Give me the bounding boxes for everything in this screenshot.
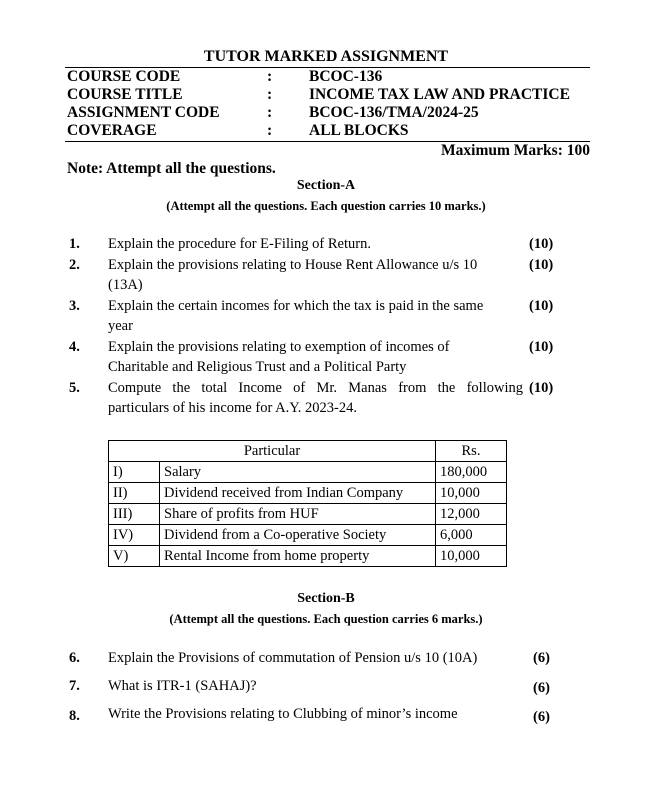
- row-amount: 12,000: [436, 504, 507, 525]
- meta-label: COURSE CODE: [67, 68, 181, 85]
- question-text: [108, 255, 528, 295]
- row-index: III): [109, 504, 160, 525]
- question-text: Write the Provisions relating to Clubbing of minor’s income: [108, 706, 458, 722]
- row-particular: Dividend received from Indian Company: [160, 483, 436, 504]
- meta-value: BCOC-136/TMA/2024-25: [309, 104, 479, 121]
- row-amount: 6,000: [436, 525, 507, 546]
- meta-separator: :: [267, 104, 273, 121]
- question-line: (13A): [108, 277, 143, 293]
- meta-label: ASSIGNMENT CODE: [67, 104, 220, 121]
- meta-value: ALL BLOCKS: [309, 122, 409, 139]
- question-line: Explain the provisions relating to House Rent Allowance u/s 10: [108, 257, 478, 273]
- question-marks: (10): [529, 236, 554, 252]
- row-index: V): [109, 546, 160, 567]
- question-marks: (10): [529, 257, 554, 273]
- question-marks: (10): [529, 339, 554, 355]
- question-marks: (6): [533, 709, 550, 725]
- header-particular: Particular: [109, 441, 436, 462]
- meta-row-coverage: [67, 122, 590, 140]
- question-text: Explain the Provisions of commutation of Pension u/s 10 (10A): [108, 650, 478, 666]
- meta-value: INCOME TAX LAW AND PRACTICE: [309, 86, 570, 103]
- assignment-title: TUTOR MARKED ASSIGNMENT: [203, 48, 449, 65]
- header-amount: Rs.: [436, 441, 507, 462]
- question-number: 3.: [69, 298, 80, 314]
- meta-separator: :: [267, 68, 273, 85]
- maximum-marks: Maximum Marks: 100: [441, 142, 590, 159]
- question-marks: (10): [529, 380, 554, 396]
- question-number: 1.: [69, 236, 80, 252]
- row-particular: Share of profits from HUF: [160, 504, 436, 525]
- question-text: [108, 296, 528, 336]
- question-line: Explain the certain incomes for which the tax is paid in the same: [108, 298, 484, 314]
- question-number: 8.: [69, 708, 80, 724]
- meta-label: COVERAGE: [67, 122, 157, 139]
- question-marks: (10): [529, 298, 554, 314]
- question-line: Explain the procedure for E-Filing of Return.: [108, 236, 371, 252]
- meta-row-course-title: [67, 86, 590, 104]
- income-particulars-table: [108, 440, 507, 567]
- table-row: [109, 462, 507, 483]
- question-number: 6.: [69, 650, 80, 666]
- question-line: particulars of his income for A.Y. 2023-24.: [108, 400, 358, 416]
- meta-value: BCOC-136: [309, 68, 383, 85]
- table-row: [109, 483, 507, 504]
- row-index: I): [109, 462, 160, 483]
- table-row: [109, 504, 507, 525]
- meta-row-course-code: [67, 68, 590, 86]
- table-header-row: [109, 441, 507, 462]
- row-particular: Dividend from a Co-operative Society: [160, 525, 436, 546]
- question-number: 5.: [69, 380, 80, 396]
- section-a-title: Section-A: [296, 178, 356, 193]
- question-line: Compute the total Income of Mr. Manas from the following: [108, 380, 523, 396]
- table-row: [109, 525, 507, 546]
- row-amount: 10,000: [436, 546, 507, 567]
- meta-separator: :: [267, 122, 273, 139]
- row-index: IV): [109, 525, 160, 546]
- row-index: II): [109, 483, 160, 504]
- section-b-title: Section-B: [297, 591, 355, 606]
- row-particular: Rental Income from home property: [160, 546, 436, 567]
- question-number: 4.: [69, 339, 80, 355]
- question-number: 2.: [69, 257, 80, 273]
- question-marks: (6): [533, 650, 550, 666]
- question-number: 7.: [69, 678, 80, 694]
- meta-label: COURSE TITLE: [67, 86, 183, 103]
- question-line: Explain the provisions relating to exemption of incomes of: [108, 339, 450, 355]
- table-row: [109, 546, 507, 567]
- row-particular: Salary: [160, 462, 436, 483]
- question-text: [108, 378, 523, 418]
- section-b-instruction: (Attempt all the questions. Each question carries 6 marks.): [169, 612, 483, 626]
- meta-separator: :: [267, 86, 273, 103]
- question-text: What is ITR-1 (SAHAJ)?: [108, 678, 257, 694]
- question-line: Charitable and Religious Trust and a Political Party: [108, 359, 407, 375]
- meta-row-assignment-code: [67, 104, 590, 122]
- note: Note: Attempt all the questions.: [67, 160, 276, 177]
- row-amount: 180,000: [436, 462, 507, 483]
- section-a-instruction: (Attempt all the questions. Each question carries 10 marks.): [166, 199, 486, 213]
- question-marks: (6): [533, 680, 550, 696]
- question-text: [108, 337, 523, 377]
- question-text: [108, 234, 523, 254]
- row-amount: 10,000: [436, 483, 507, 504]
- question-line: year: [108, 318, 133, 334]
